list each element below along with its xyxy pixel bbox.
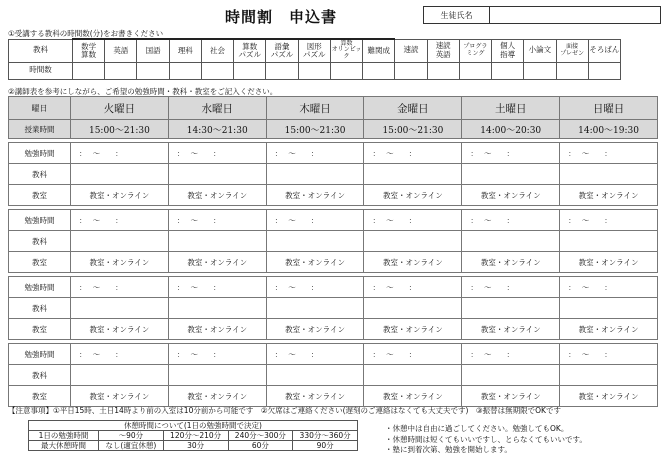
room-option[interactable]: 教室・オンライン	[71, 319, 169, 340]
subject-input[interactable]	[168, 365, 266, 386]
day-header: 火曜日	[71, 97, 169, 120]
subject-hours-input[interactable]	[105, 62, 137, 79]
subject-input[interactable]	[168, 231, 266, 252]
bullet-item: ・休憩時間は短くてもいいですし、とらなくてもいいです。	[385, 434, 587, 444]
bullet-item: ・休憩中は自由に過ごしてください。勉強してもOK。	[385, 424, 569, 433]
subject-hours-input[interactable]	[137, 62, 169, 79]
subject-hours-input[interactable]	[73, 62, 105, 79]
break-study-time: ～90分	[99, 431, 164, 441]
subject-hours-input[interactable]	[330, 62, 362, 79]
subject-hours-input[interactable]	[298, 62, 330, 79]
subject-input[interactable]	[364, 298, 462, 319]
room-option[interactable]: 教室・オンライン	[560, 252, 658, 273]
subject-hours-input[interactable]	[363, 62, 395, 79]
study-time-row	[9, 210, 658, 231]
study-time-input[interactable]: ： ～ ：	[266, 210, 364, 231]
room-option[interactable]: 教室・オンライン	[266, 252, 364, 273]
day-header: 金曜日	[364, 97, 462, 120]
break-row1-label: 1日の勉強時間	[29, 431, 99, 441]
study-time-input[interactable]: ： ～ ：	[560, 210, 658, 231]
room-label: 教室	[9, 386, 71, 407]
room-option[interactable]: 教室・オンライン	[364, 252, 462, 273]
break-time-table	[28, 420, 358, 451]
subject-cell: 算数 オリンピック	[331, 39, 362, 61]
room-option[interactable]: 教室・オンライン	[71, 386, 169, 407]
subject-cell: プログラ ミング	[459, 39, 491, 62]
study-time-label: 勉強時間	[9, 210, 71, 231]
subject-input[interactable]	[364, 231, 462, 252]
study-time-input[interactable]: ： ～ ：	[266, 143, 364, 164]
subjects-count-label: 時間数	[9, 62, 73, 79]
subject-cell: 算数 パズル	[234, 39, 266, 62]
day-header: 水曜日	[168, 97, 266, 120]
room-row	[9, 185, 658, 206]
lesson-time-row	[9, 120, 658, 139]
study-time-row	[9, 143, 658, 164]
subject-input[interactable]	[560, 298, 658, 319]
study-time-label: 勉強時間	[9, 143, 71, 164]
study-time-input[interactable]: ： ～ ：	[560, 277, 658, 298]
study-time-input[interactable]: ： ～ ：	[364, 277, 462, 298]
subject-hours-input[interactable]	[169, 62, 201, 79]
subject-input[interactable]	[266, 231, 364, 252]
study-time-label: 勉強時間	[9, 277, 71, 298]
room-option[interactable]: 教室・オンライン	[364, 319, 462, 340]
room-option[interactable]: 教室・オンライン	[71, 252, 169, 273]
room-option[interactable]: 教室・オンライン	[71, 185, 169, 206]
day-header: 日曜日	[560, 97, 658, 120]
notes-text: 【注意事項】①平日15時、土日14時より前の入室は10分前から可能です ②欠席はご連絡ください(遅刻のご連絡はなくても大丈夫です) ③振替は無期限でOKです	[8, 406, 561, 415]
subject-hours-input[interactable]	[201, 62, 233, 79]
study-time-input[interactable]: ： ～ ：	[71, 143, 169, 164]
study-time-label: 勉強時間	[9, 344, 71, 365]
lesson-time: 14:00～19:30	[560, 120, 658, 139]
subject-cell: 小論文	[524, 39, 556, 62]
subject-label: 教科	[9, 164, 71, 185]
subject-input[interactable]	[560, 231, 658, 252]
study-time-input[interactable]: ： ～ ：	[462, 344, 560, 365]
room-option[interactable]: 教室・オンライン	[462, 386, 560, 407]
subject-input[interactable]	[462, 298, 560, 319]
student-name-field[interactable]	[490, 7, 660, 23]
subject-hours-input[interactable]	[234, 62, 266, 79]
study-time-input[interactable]: ： ～ ：	[168, 143, 266, 164]
study-time-input[interactable]: ： ～ ：	[168, 277, 266, 298]
subject-cell: そろばん	[588, 39, 620, 62]
study-time-input[interactable]: ： ～ ：	[266, 344, 364, 365]
room-option[interactable]: 教室・オンライン	[364, 386, 462, 407]
subject-input[interactable]	[462, 365, 560, 386]
room-option[interactable]: 教室・オンライン	[266, 185, 364, 206]
subject-label: 教科	[9, 365, 71, 386]
study-time-row	[9, 344, 658, 365]
lesson-time: 14:00～20:30	[462, 120, 560, 139]
subject-hours-input[interactable]	[427, 62, 459, 79]
subject-label: 教科	[9, 298, 71, 319]
subject-input[interactable]	[364, 365, 462, 386]
room-option[interactable]: 教室・オンライン	[560, 386, 658, 407]
subject-row	[9, 365, 658, 386]
subject-hours-input[interactable]	[588, 62, 620, 79]
break-max-rest: 30分	[163, 441, 228, 451]
study-time-input[interactable]: ： ～ ：	[462, 143, 560, 164]
room-label: 教室	[9, 252, 71, 273]
room-label: 教室	[9, 319, 71, 340]
subject-input[interactable]	[71, 298, 169, 319]
break-study-time: 240分～300分	[228, 431, 293, 441]
subject-cell: 個人 指導	[492, 39, 524, 62]
section2-heading: ②講師表を参考にしながら、ご希望の勉強時間・教科・教室をご記入ください。	[8, 87, 278, 96]
subjects-header-row	[9, 39, 621, 62]
study-time-input[interactable]: ： ～ ：	[71, 210, 169, 231]
subject-hours-input[interactable]	[556, 62, 588, 79]
bullet-item: ・塾に到着次第、勉強を開始します。	[385, 445, 512, 454]
room-option[interactable]: 教室・オンライン	[462, 185, 560, 206]
subject-input[interactable]	[168, 298, 266, 319]
room-row	[9, 319, 658, 340]
break-max-rest: 90分	[293, 441, 358, 451]
subject-cell: 語彙 パズル	[266, 39, 298, 62]
subjects-table	[8, 38, 621, 80]
room-option[interactable]: 教室・オンライン	[560, 319, 658, 340]
break-study-time: 330分～360分	[293, 431, 358, 441]
room-option[interactable]: 教室・オンライン	[168, 252, 266, 273]
room-option[interactable]: 教室・オンライン	[560, 185, 658, 206]
subjects-row-label: 教科	[9, 39, 73, 62]
break-study-time: 120分～210分	[163, 431, 228, 441]
subject-cell: 英語	[105, 39, 137, 62]
subject-input[interactable]	[266, 365, 364, 386]
break-row2-label: 最大休憩時間	[29, 441, 99, 451]
subject-input[interactable]	[71, 164, 169, 185]
room-option[interactable]: 教室・オンライン	[266, 386, 364, 407]
day-header: 土曜日	[462, 97, 560, 120]
break-max-rest: なし(適宜休憩)	[99, 441, 164, 451]
break-max-rest: 60分	[228, 441, 293, 451]
student-name-box	[423, 6, 661, 24]
study-time-input[interactable]: ： ～ ：	[364, 210, 462, 231]
study-time-input[interactable]: ： ～ ：	[560, 344, 658, 365]
subject-input[interactable]	[266, 298, 364, 319]
subject-hours-input[interactable]	[395, 62, 427, 79]
study-time-row	[9, 277, 658, 298]
room-option[interactable]: 教室・オンライン	[364, 185, 462, 206]
study-time-input[interactable]: ： ～ ：	[71, 277, 169, 298]
lesson-time-label: 授業時間	[9, 120, 71, 139]
study-time-input[interactable]: ： ～ ：	[266, 277, 364, 298]
room-option[interactable]: 教室・オンライン	[462, 319, 560, 340]
subject-cell: 数学 算数	[73, 39, 105, 62]
lesson-time: 15:00～21:30	[266, 120, 364, 139]
day-header-row	[9, 97, 658, 120]
room-label: 教室	[9, 185, 71, 206]
subject-cell: 速読 英語	[427, 39, 459, 62]
subject-cell: 図形 パズル	[298, 39, 330, 62]
lesson-time: 15:00～21:30	[364, 120, 462, 139]
subject-cell: 速読	[395, 39, 427, 62]
subject-hours-input[interactable]	[459, 62, 491, 79]
room-option[interactable]: 教室・オンライン	[462, 252, 560, 273]
room-option[interactable]: 教室・オンライン	[168, 319, 266, 340]
subject-input[interactable]	[266, 164, 364, 185]
subject-input[interactable]	[71, 231, 169, 252]
room-row	[9, 252, 658, 273]
day-label: 曜日	[9, 97, 71, 120]
subject-input[interactable]	[71, 365, 169, 386]
subject-cell: 難関成	[363, 39, 395, 62]
study-time-input[interactable]: ： ～ ：	[364, 344, 462, 365]
subject-label: 教科	[9, 231, 71, 252]
subject-input[interactable]	[462, 164, 560, 185]
subject-input[interactable]	[364, 164, 462, 185]
subject-cell: 理科	[169, 39, 201, 62]
subject-cell: 社会	[201, 39, 233, 62]
break-table-header: 休憩時間について(1日の勉強時間で決定)	[29, 421, 358, 431]
room-option[interactable]: 教室・オンライン	[168, 386, 266, 407]
day-header: 木曜日	[266, 97, 364, 120]
subject-hours-input[interactable]	[492, 62, 524, 79]
subject-cell: 国語	[137, 39, 169, 62]
subject-input[interactable]	[462, 231, 560, 252]
subject-cell: 面接 プレゼン	[556, 39, 588, 62]
subject-input[interactable]	[168, 164, 266, 185]
study-time-input[interactable]: ： ～ ：	[168, 344, 266, 365]
student-name-label: 生徒氏名	[424, 7, 490, 23]
subject-hours-input[interactable]	[524, 62, 556, 79]
room-row	[9, 386, 658, 407]
subject-hours-input[interactable]	[266, 62, 298, 79]
bullet-notes	[385, 424, 587, 456]
subject-row	[9, 231, 658, 252]
study-time-input[interactable]: ： ～ ：	[364, 143, 462, 164]
study-time-input[interactable]: ： ～ ：	[560, 143, 658, 164]
study-time-input[interactable]: ： ～ ：	[168, 210, 266, 231]
room-option[interactable]: 教室・オンライン	[168, 185, 266, 206]
study-time-input[interactable]: ： ～ ：	[462, 210, 560, 231]
subject-input[interactable]	[560, 365, 658, 386]
subjects-count-row	[9, 62, 621, 79]
subject-row	[9, 164, 658, 185]
study-time-input[interactable]: ： ～ ：	[462, 277, 560, 298]
section1-heading: ①受講する教科の時間数(分)をお書きください	[8, 29, 164, 38]
study-time-input[interactable]: ： ～ ：	[71, 344, 169, 365]
lesson-time: 15:00～21:30	[71, 120, 169, 139]
page-title: 時間割 申込書	[225, 8, 338, 26]
schedule-table	[8, 96, 658, 407]
subject-row	[9, 298, 658, 319]
lesson-time: 14:30～21:30	[168, 120, 266, 139]
room-option[interactable]: 教室・オンライン	[266, 319, 364, 340]
subject-input[interactable]	[560, 164, 658, 185]
